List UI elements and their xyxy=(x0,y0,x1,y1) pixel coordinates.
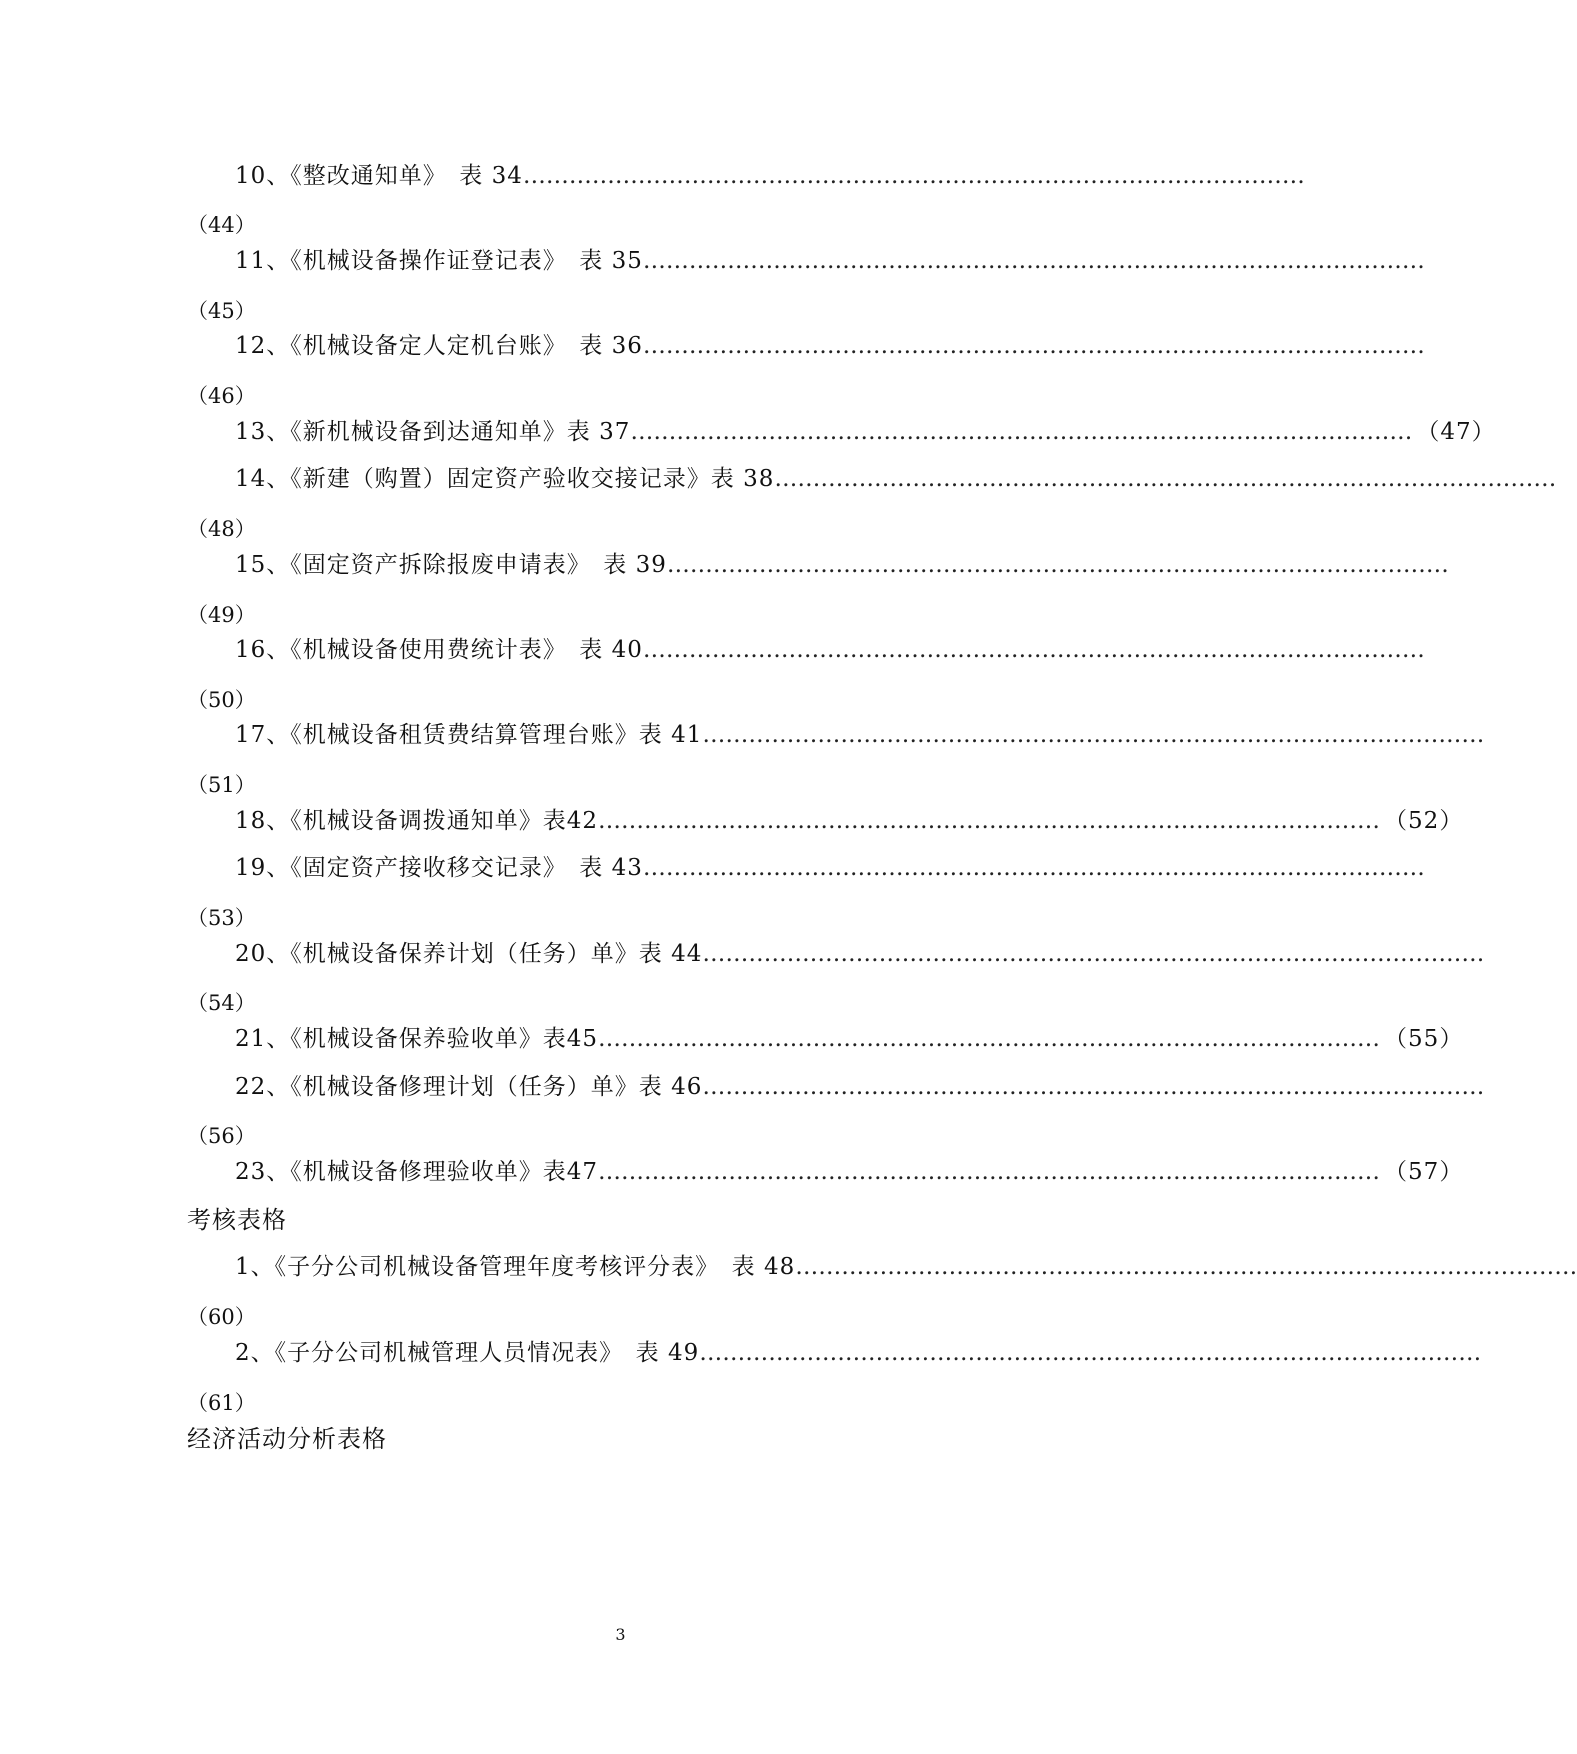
dot-leader: ………………………………………………………………………………………… xyxy=(666,552,1449,578)
toc-entry-page: （46） xyxy=(187,384,256,408)
toc-entry-text: 14、《新建（购置）固定资产验收交接记录》表 38 xyxy=(235,466,775,492)
dot-leader: ………………………………………………………………………………………… xyxy=(598,1026,1381,1052)
toc-entry-page: （44） xyxy=(187,213,256,237)
dot-leader: ………………………………………………………………………………………… xyxy=(642,855,1425,881)
toc-entry xyxy=(235,937,1485,971)
dot-leader: ………………………………………………………………………………………… xyxy=(774,466,1557,492)
page-number: 3 xyxy=(615,1625,626,1644)
toc-entry-text: 21、《机械设备保养验收单》表45 xyxy=(235,1026,599,1052)
dot-leader: ………………………………………………………………………………………… xyxy=(795,1254,1577,1280)
dot-leader: ………………………………………………………………………………………… xyxy=(699,1340,1482,1366)
dot-leader: ………………………………………………………………………………………… xyxy=(642,333,1425,359)
toc-entry xyxy=(235,244,1425,278)
toc-entry-page: （51） xyxy=(187,773,256,797)
toc-entry-page: （48） xyxy=(187,517,256,541)
toc-entry xyxy=(235,415,1496,449)
dot-leader: ………………………………………………………………………………………… xyxy=(630,419,1413,445)
toc-entry-page: （56） xyxy=(187,1124,256,1148)
toc-entry-text: 19、《固定资产接收移交记录》 表 43 xyxy=(235,855,643,881)
toc-entry xyxy=(235,1336,1482,1370)
toc-entry-text: 1、《子分公司机械设备管理年度考核评分表》 表 48 xyxy=(235,1254,796,1280)
toc-entry xyxy=(235,1250,1577,1284)
dot-leader: ………………………………………………………………………………………… xyxy=(642,637,1425,663)
toc-entry-text: 11、《机械设备操作证登记表》 表 35 xyxy=(235,248,643,274)
toc-entry xyxy=(235,159,1305,193)
toc-entry-text: 15、《固定资产拆除报废申请表》 表 39 xyxy=(235,552,667,578)
dot-leader: ………………………………………………………………………………………… xyxy=(702,941,1485,967)
toc-entry-text: 2、《子分公司机械管理人员情况表》 表 49 xyxy=(235,1340,700,1366)
toc-entry-text: 17、《机械设备租赁费结算管理台账》表 41 xyxy=(235,722,703,748)
toc-entry-text: 10、《整改通知单》 表 34 xyxy=(235,163,523,189)
dot-leader: ………………………………………………………………………………………… xyxy=(598,1159,1381,1185)
dot-leader: ………………………………………………………………………………………… xyxy=(598,808,1381,834)
toc-entry xyxy=(235,548,1449,582)
toc-entry-page: （47） xyxy=(1416,419,1496,445)
toc-entry xyxy=(235,329,1425,363)
toc-entry-page: （57） xyxy=(1384,1159,1464,1185)
toc-entry-page: （60） xyxy=(187,1305,256,1329)
toc-entry-page: （55） xyxy=(1384,1026,1464,1052)
toc-entry xyxy=(235,633,1425,667)
toc-entry-page: （54） xyxy=(187,991,256,1015)
toc-entry-text: 22、《机械设备修理计划（任务）单》表 46 xyxy=(235,1074,703,1100)
toc-entry-page: （61） xyxy=(187,1391,256,1415)
dot-leader: ………………………………………………………………………………………… xyxy=(702,1074,1485,1100)
toc-entry-page: （52） xyxy=(1384,808,1464,834)
toc-entry xyxy=(235,851,1425,885)
toc-entry-page: （50） xyxy=(187,688,256,712)
toc-entry-text: 20、《机械设备保养计划（任务）单》表 44 xyxy=(235,941,703,967)
toc-entry-page: （49） xyxy=(187,603,256,627)
toc-entry xyxy=(235,1155,1464,1189)
toc-entry-text: 13、《新机械设备到达通知单》表 37 xyxy=(235,419,631,445)
toc-entry-text: 16、《机械设备使用费统计表》 表 40 xyxy=(235,637,643,663)
dot-leader: ………………………………………………………………………………………… xyxy=(642,248,1425,274)
dot-leader: ………………………………………………………………………………………… xyxy=(702,722,1485,748)
dot-leader: ………………………………………………………………………………………… xyxy=(522,163,1305,189)
toc-entry-text: 23、《机械设备修理验收单》表47 xyxy=(235,1159,599,1185)
toc-entry xyxy=(235,462,1557,496)
toc-entry xyxy=(235,1070,1485,1104)
toc-entry-page: （53） xyxy=(187,906,256,930)
toc-entry xyxy=(235,718,1485,752)
section-heading-economic: 经济活动分析表格 xyxy=(187,1425,387,1453)
toc-entry-page: （45） xyxy=(187,299,256,323)
section-heading-assessment: 考核表格 xyxy=(187,1206,287,1234)
toc-entry xyxy=(235,1022,1464,1056)
toc-entry-text: 12、《机械设备定人定机台账》 表 36 xyxy=(235,333,643,359)
toc-entry-text: 18、《机械设备调拨通知单》表42 xyxy=(235,808,599,834)
toc-entry xyxy=(235,804,1464,838)
